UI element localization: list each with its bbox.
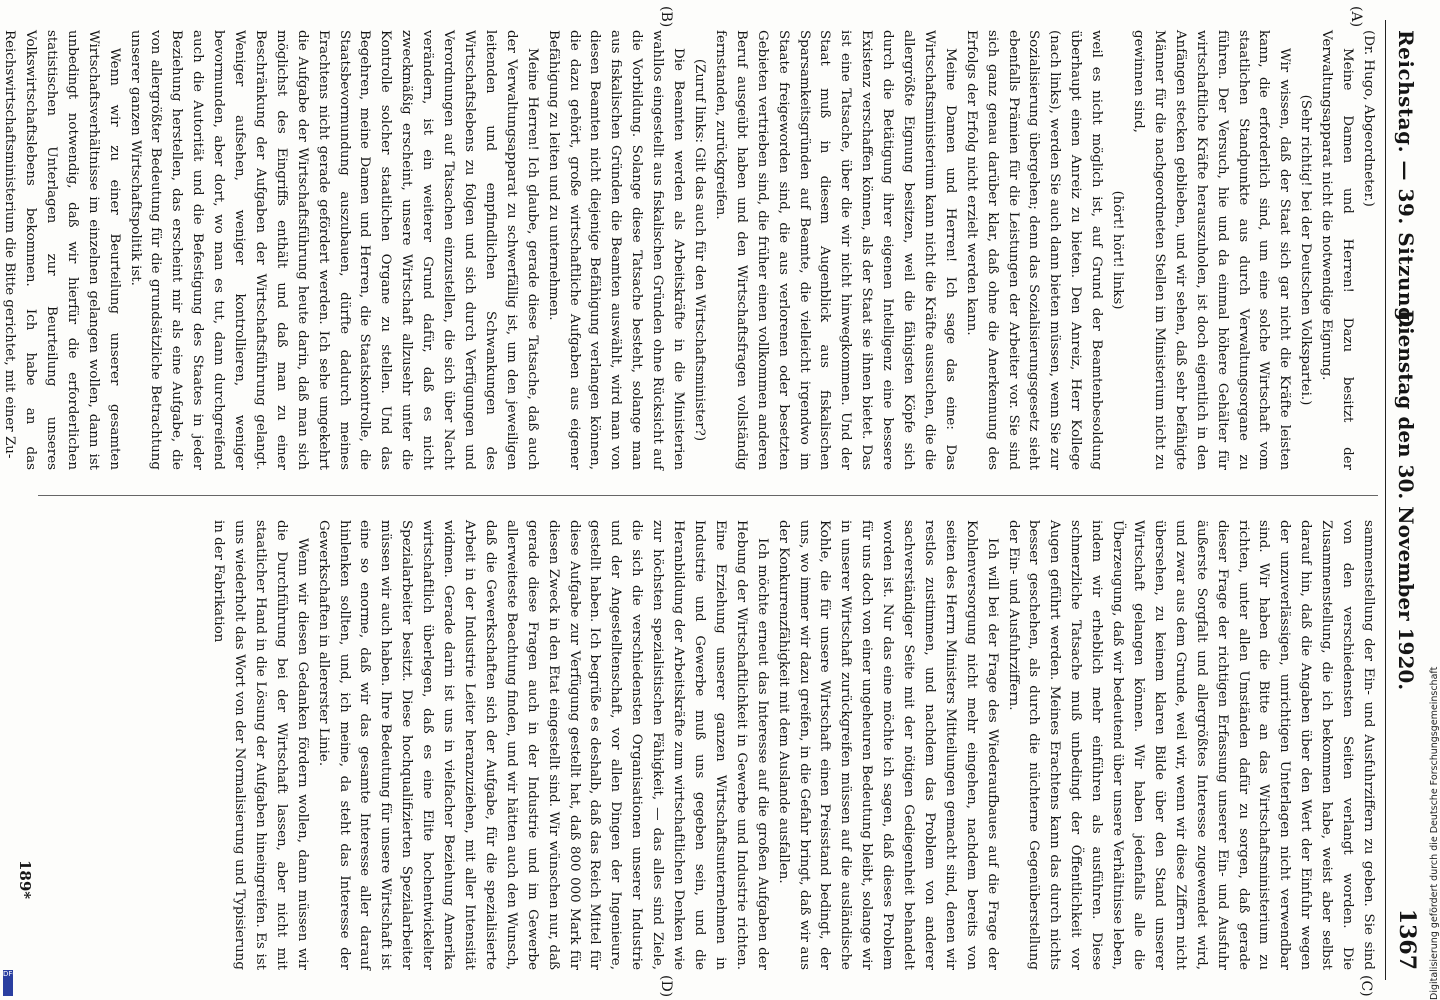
reaction: (Sehr richtig! bei der Deutschen Volkspartei.)	[1298, 94, 1314, 406]
speaker-line: (Dr. Hugo, Abgeordneter.)	[1361, 30, 1376, 207]
paragraph: Wenn wir diesen Gedanken fördern wollen, dann müssen wir die Durchführung bei der Wirtschaft lassen, aber nicht mit staatlicher Hand in die Lösung der Aufgaben hineingreifen. Es ist uns wiederholt das Wort von der Normalisierung und Typisierung in der Fabrikation	[211, 520, 310, 970]
left-column	[2, 30, 1378, 470]
margin-mark-d: (D)	[658, 975, 674, 998]
paragraph: weil es nicht möglich ist, auf Grund der Beamtenbesoldung überhaupt einen Anreiz zu bieten. Den Anreiz, Herr Kollege (nach links), werden Sie auch dann bieten müssen, wenn Sie zur Sozialisierung übergehen; denn das Sozialisierungsgesetz sieht ebenfalls Prämien für die Leistungen der Arbeiter vor. Sie sind sich ganz genau darüber klar, daß ohne die Anerkennung des Erfolgs der Erfolg nicht erzielt werden kann.	[963, 30, 1105, 470]
paragraph: sammenstellung der Ein- und Ausfuhrziffern zu geben. Sie sind von den verschiedensten Seiten verlangt worden. Die Zusammenstellung, die ich bekommen habe, weist aber selbst darauf hin, daß die Angaben über den Wert der Einfuhr wegen der unzuverlässigen, unrichtigen Unterlagen nicht verwendbar sind. Wir haben die Bitte an das Wirtschaftsministerium zu richten, unter allen Umständen dafür zu sorgen, daß gerade dieser Frage der richtigen Erfassung unserer Ein- und Ausfuhr äußerste Sorgfalt und allergrößtes Interesse zugewendet wird, und zwar aus dem Grunde, weil wir, wenn wir diese Ziffern nicht übersehen, zu keinem klaren Bilde über den Stand unserer Wirtschaft gelangen können. Wir haben jedenfalls alle die Überzeugung, daß wir bedeutend über unsere Verhältnisse leben, indem wir erheblich mehr einführen als ausführen. Diese schmerzliche Tatsache muß unbedingt der Öffentlichkeit vor Augen geführt werden. Meines Erachtens kann das durch nichts besser geschehen, als durch die nüchterne Gegenüberstellung der Ein- und Ausfuhrziffern.	[1005, 520, 1376, 970]
digitization-note: Digitalisierung gefördert durch die Deutsche Forschungsgemeinschaft	[1429, 666, 1440, 1000]
dfg-logo: DFG	[3, 970, 13, 996]
paragraph: Meine Damen und Herren! Dazu besitzt der Verwaltungsapparat nicht die notwendige Eignung.	[1319, 30, 1356, 470]
page-number: 1367	[1394, 908, 1420, 970]
reaction: (hört! hört! links)	[1110, 190, 1126, 310]
right-column	[18, 520, 1378, 970]
paragraph: Ich will bei der Frage des Wiederaufbaues auf die Frage der Kohlenversorgung nicht mehr eingehen, nachdem bereits von seiten des Herrn Ministers Mitteilungen gemacht sind, denen wir restlos zustimmen, und nachdem das Problem von anderer sachverständiger Seite mit der nötigen Gediegenheit behandelt worden ist. Nur das eine möchte ich sagen, daß dieses Problem für uns doch von einer ungeheuren Bedeutung bleibt, solange wir in unserer Wirtschaft zurückgreifen müssen auf die ausländische Kohle, die für unsere Wirtschaft einen Preisstand bedingt, der uns, wo immer wir dazu greifen, in die Gefahr bringt, daß wir aus der Konkurrenzfähigkeit mit dem Auslande ausfallen.	[775, 520, 1000, 970]
margin-mark-c: (C)	[1358, 975, 1374, 997]
margin-mark-b: (B)	[658, 6, 674, 28]
paragraph: Meine Herren! Ich glaube, gerade diese Tatsache, daß auch der Verwaltungsapparat zu schwerfällig ist, um den jeweiligen leitenden und empfindlichen Schwankungen des Wirtschaftslebens zu folgen und sich durch Verfügungen und Verordnungen auf Tatsachen einzustellen, die sich über Nacht verändern, ist ein weiterer Grund dafür, daß es nicht zweckmäßig erscheint, unsere Wirtschaft allzusehr unter die Kontrolle solcher staatlichen Organe zu stellen. Und das Begehren, meine Damen und Herren, die Staatskontrolle, die Staatsbevormundung auszubauen, dürfte dadurch meines Erachtens nicht gerade gefördert werden. Ich sehe umgekehrt die Aufgabe der Wirtschaftsführung heute darin, daß man sich möglichst des Eingriffs enthält und daß man zu einer Beschränkung der Aufgaben der Wirtschaftsführung gelangt. Weniger aufsehen, weniger kontrollieren, weniger bevormunden, aber dort, wo man es tut, dann durchgreifend auch die Autorität und die Befestigung des Staates in jeder Beziehung herstellen, das erscheint mir als eine Aufgabe, die von allergrößter Bedeutung für die grundsätzliche Betrachtung unserer ganzen Wirtschaftspolitik ist.	[127, 30, 540, 470]
paragraph: Meine Damen und Herren! Ich sage das eine: Das Wirtschaftsministerium kann nicht die Kräfte aussuchen, die die allergrößte Eignung besitzen, weil die fähigsten Köpfe sich durch die Betätigung ihrer eigenen Intelligenz eine bessere Existenz verschaffen können, als der Staat sie ihnen bietet. Das ist eine Tatsache, über die wir nicht hinwegkommen. Und der Staat muß in diesem Augenblick aus fiskalischen Sparsamkeitsgründen auf Beamte, die vielleicht irgendwo im Staate freigeworden sind, die aus verlorenen oder besetzten Gebieten vertrieben sind, die früher einen vollkommen anderen Beruf ausgeübt haben und den Wirtschaftsfragen vollständig fernstanden, zurückgreifen.	[712, 30, 958, 470]
paragraph: Ich möchte erneut das Interesse auf die großen Aufgaben der Hebung der Wirtschaftlichkeit in Gewerbe und Industrie richten. Eine Erziehung unserer ganzen Wirtschaftsunternehmen in Industrie und Gewerbe muß uns gegeben sein, und die Heranbildung der Arbeitskräfte zum wirtschaftlichen Denken wie zur höchsten spezialistischen Fähigkeit, — das alles sind Ziele, die sich die verschiedensten Organisationen unserer Industrie und der Angestelltenschaft, vor allen Dingen der Ingenieure, gestellt haben. Ich begrüße es deshalb, daß das Reich Mittel für diese Aufgabe zur Verfügung gestellt hat, daß 800 000 Mark für diesen Zweck in den Etat eingestellt sind. Wir wünschen nur, daß gerade diese Fragen auch in der Industrie und im Gewerbe allerweiteste Beachtung finden, und wir hätten auch den Wunsch, daß die Gewerkschaften sich der Aufgabe, für die spezialisierte Arbeit in der Industrie Leiter heranzuziehen, mit aller Intensität widmen. Gerade darin ist uns in vielfacher Beziehung Amerika wirtschaftlich überlegen, daß es eine Elite hochentwickelter Spezialarbeiter besitzt. Diese hochqualifizierten Spezialarbeiter müssen wir auch haben. Ihre Bedeutung für unsere Wirtschaft ist eine so enorme, daß wir das gesamte Interesse aller darauf hinlenken sollten, und, ich meine, da steht das Interesse der Gewerkschaften in allererster Linie.	[315, 520, 770, 970]
paragraph: Wenn wir zu einer Beurteilung unserer gesamten Wirtschaftsverhältnisse im einzelnen gelangen wollen, dann ist unbedingt notwendig, daß wir hierfür die erforderlichen statistischen Unterlagen zur Beurteilung unseres Volkswirtschaftslebens bekommen. Ich habe an das Reichswirtschaftsministerium die Bitte gerichtet, mit einer Zu-	[2, 30, 122, 470]
column-divider	[38, 495, 1378, 496]
paragraph: Die Beamten werden als Arbeitskräfte in die Ministerien wahllos eingestellt aus fiskalischen Gründen ohne Rücksicht auf die Vorbildung. Solange diese Tatsache besteht, solange man aus fiskalischen Gründen die Beamten auswählt, wird man von diesen Beamten nicht diejenige Befähigung verlangen können, die dazu gehört, große wirtschaftliche Aufgaben aus eigener Befähigung zu leiten und zu unternehmen.	[545, 30, 687, 470]
printer-signature: 189*	[16, 860, 34, 900]
header-session: Reichstag. — 39. Sitzung.	[1394, 30, 1418, 329]
margin-mark-a: (A)	[1348, 6, 1364, 28]
page-header	[1385, 20, 1426, 980]
reaction: (Zuruf links: Gilt das auch für den Wirtschaftsminister?)	[692, 58, 707, 442]
paragraph: Wir wissen, daß der Staat sich gar nicht die Kräfte leisten kann, die erforderlich sind, um eine solche Wirtschaft vom staatlichen Standpunkte aus durch Verwaltungsorgane zu führen. Der Versuch, hie und da einmal höhere Gehälter für wirtschaftliche Kräfte herauszuholen, ist doch eigentlich in den Anfängen stecken geblieben, und wir sehen, daß sehr befähigte Männer für die nachgeordneten Stellen im Ministerium nicht zu gewinnen sind,	[1131, 30, 1293, 470]
header-date: Dienstag den 30. November 1920.	[1394, 309, 1418, 691]
